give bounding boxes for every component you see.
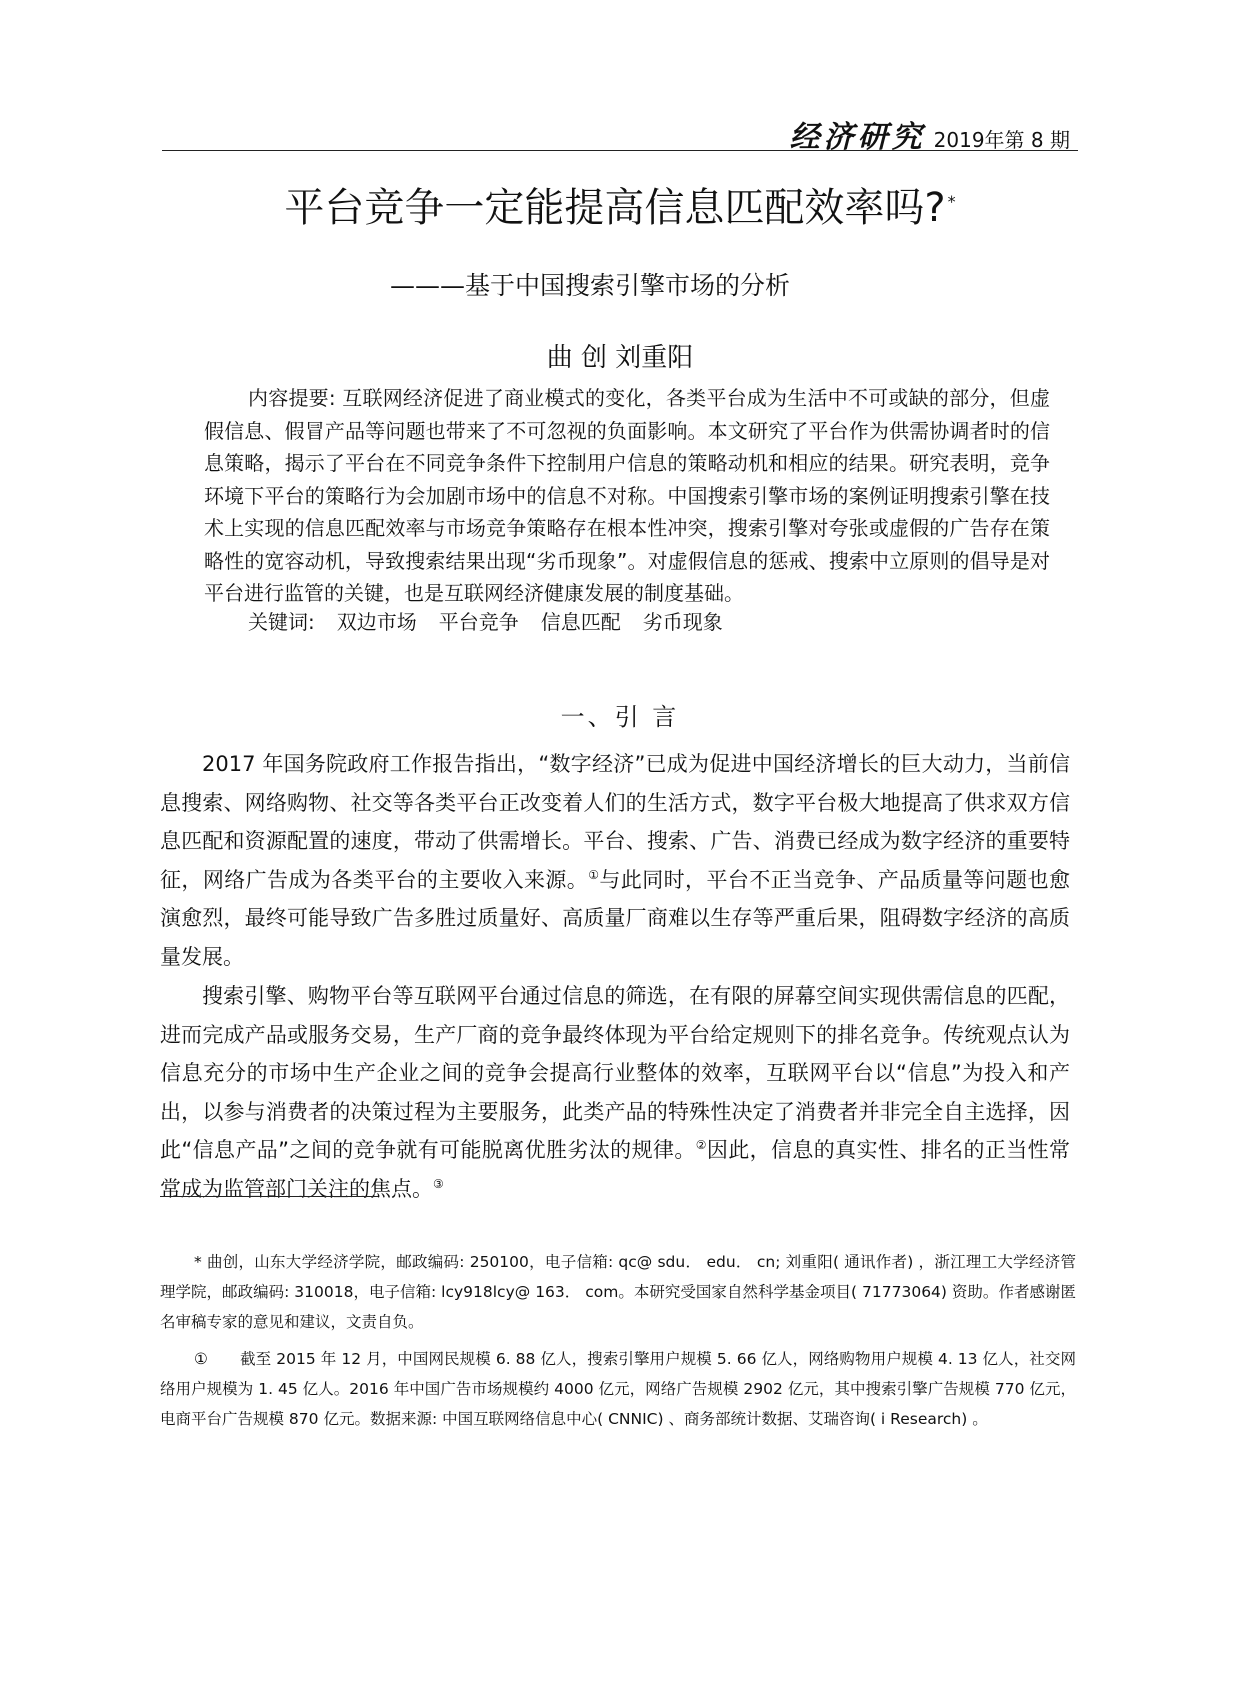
abstract-text: 互联网经济促进了商业模式的变化，各类平台成为生活中不可或缺的部分，但虚假信息、假冒产品等问题也带来了不可忽视的负面影响。本文研究了平台作为供需协调者时的信息策略，揭示了平台在不同竞争条件下控制用户信息的策略动机和相应的结果。研究表明，竞争环境下平台的策略行为会加剧市场中的信息不对称。中国搜索引擎市场的案例证明搜索引擎在技术上实现的信息匹配效率与市场竞争策略存在根本性冲突，搜索引擎对夸张或虚假的广告存在策略性的宽容动机，导致搜索结果出现“劣币现象”。对虚假信息的惩戒、搜索中立原则的倡导是对平台进行监管的关键，也是互联网经济健康发展的制度基础。 [204,386,1051,605]
keywords [248,606,723,635]
journal-issue: 2019年第 8 期 [933,128,1070,152]
paragraph-text: 与此同时，平台不正当竞争、产品质量等问题也愈演愈烈，最终可能导致广告多胜过质量好、高质量厂商难以生存等严重后果，阻碍数字经济的高质量发展。 [160,867,1071,969]
section-heading: 一、引 言 [560,703,680,731]
footnote-ref[interactable]: ② [695,1138,707,1152]
footnote-ref[interactable]: ① [588,867,600,882]
keyword: 双边市场 [336,610,417,634]
footnote: * 曲创，山东大学经济学院，邮政编码: 250100，电子信箱: qc@ sdu． edu． cn; 刘重阳( 通讯作者) ，浙江理工大学经济管理学院，邮政编码: 310018，电子信箱: lcy918lcy@ 163． com。本研究受国家自然科学基金项目( 71773064) 资助。作者感谢匿名审稿专家的意见和建议，文责自负。 [160,1253,1076,1331]
abstract-label: 内容提要: [248,386,336,410]
title-footnote-mark[interactable]: * [947,191,956,211]
paper-subtitle: ———基于中国搜索引擎市场的分析 [390,271,791,300]
keywords-label: 关键词: [248,610,315,634]
footnote-text: 截至 2015 年 12 月，中国网民规模 6. 88 亿人，搜索引擎用户规模 5. 66 亿人，网络购物用户规模 4. 13 亿人，社交网络用户规模为 1. 45 亿人。2016 年中国广告市场规模约 4000 亿元，网络广告规模 2902 亿元，其中搜索引擎广告规模 770 亿元，电商平台广告规模 870 亿元。数据来源: 中国互联网络信息中心( CNNIC) 、商务部统计数据、艾瑞咨询( i Research) 。 [160,1350,1076,1428]
journal-logo: 经济研究 [789,120,926,155]
paragraph-text: 2017 年国务院政府工作报告指出，“数字经济”已成为促进中国经济增长的巨大动力，当前信息搜索、网络购物、社交等各类平台正改变着人们的生活方式，数字平台极大地提高了供求双方信息匹配和资源配置的速度，带动了供需增长。平台、搜索、广告、消费已经成为数字经济的重要特征，网络广告成为各类平台的主要收入来源。 [160,752,1070,892]
footnote [160,1344,1076,1434]
abstract [204,382,1050,610]
body-paragraph [160,977,1070,1208]
paragraph-text: 搜索引擎、购物平台等互联网平台通过信息的筛选，在有限的屏幕空间实现供需信息的匹配，进而完成产品或服务交易，生产厂商的竞争最终体现为平台给定规则下的排名竞争。传统观点认为信息充分的市场中生产企业之间的竞争会提高行业整体的效率，互联网平台以“信息”为投入和产出，以参与消费者的决策过程为主要服务，此类产品的特殊性决定了消费者并非完全自主选择，因此“信息产品”之间的竞争就有可能脱离优胜劣汰的规律。 [160,984,1070,1162]
paragraph-text: 因此，信息的真实性、排名的正当性常常成为监管部门关注的焦点。 [160,1138,1071,1201]
header-rule [162,150,1078,151]
keyword: 劣币现象 [642,610,723,634]
paper-title [0,176,1240,233]
keyword: 平台竞争 [438,610,519,634]
authors: 曲 创 刘重阳 [546,343,694,373]
footnote-marker: ① [194,1350,208,1368]
paper-title-text: 平台竞争一定能提高信息匹配效率吗? [284,185,946,231]
keyword: 信息匹配 [540,610,621,634]
footnote-ref[interactable]: ③ [433,1176,444,1191]
body-paragraph [160,745,1070,976]
footnote-rule [160,1196,378,1197]
